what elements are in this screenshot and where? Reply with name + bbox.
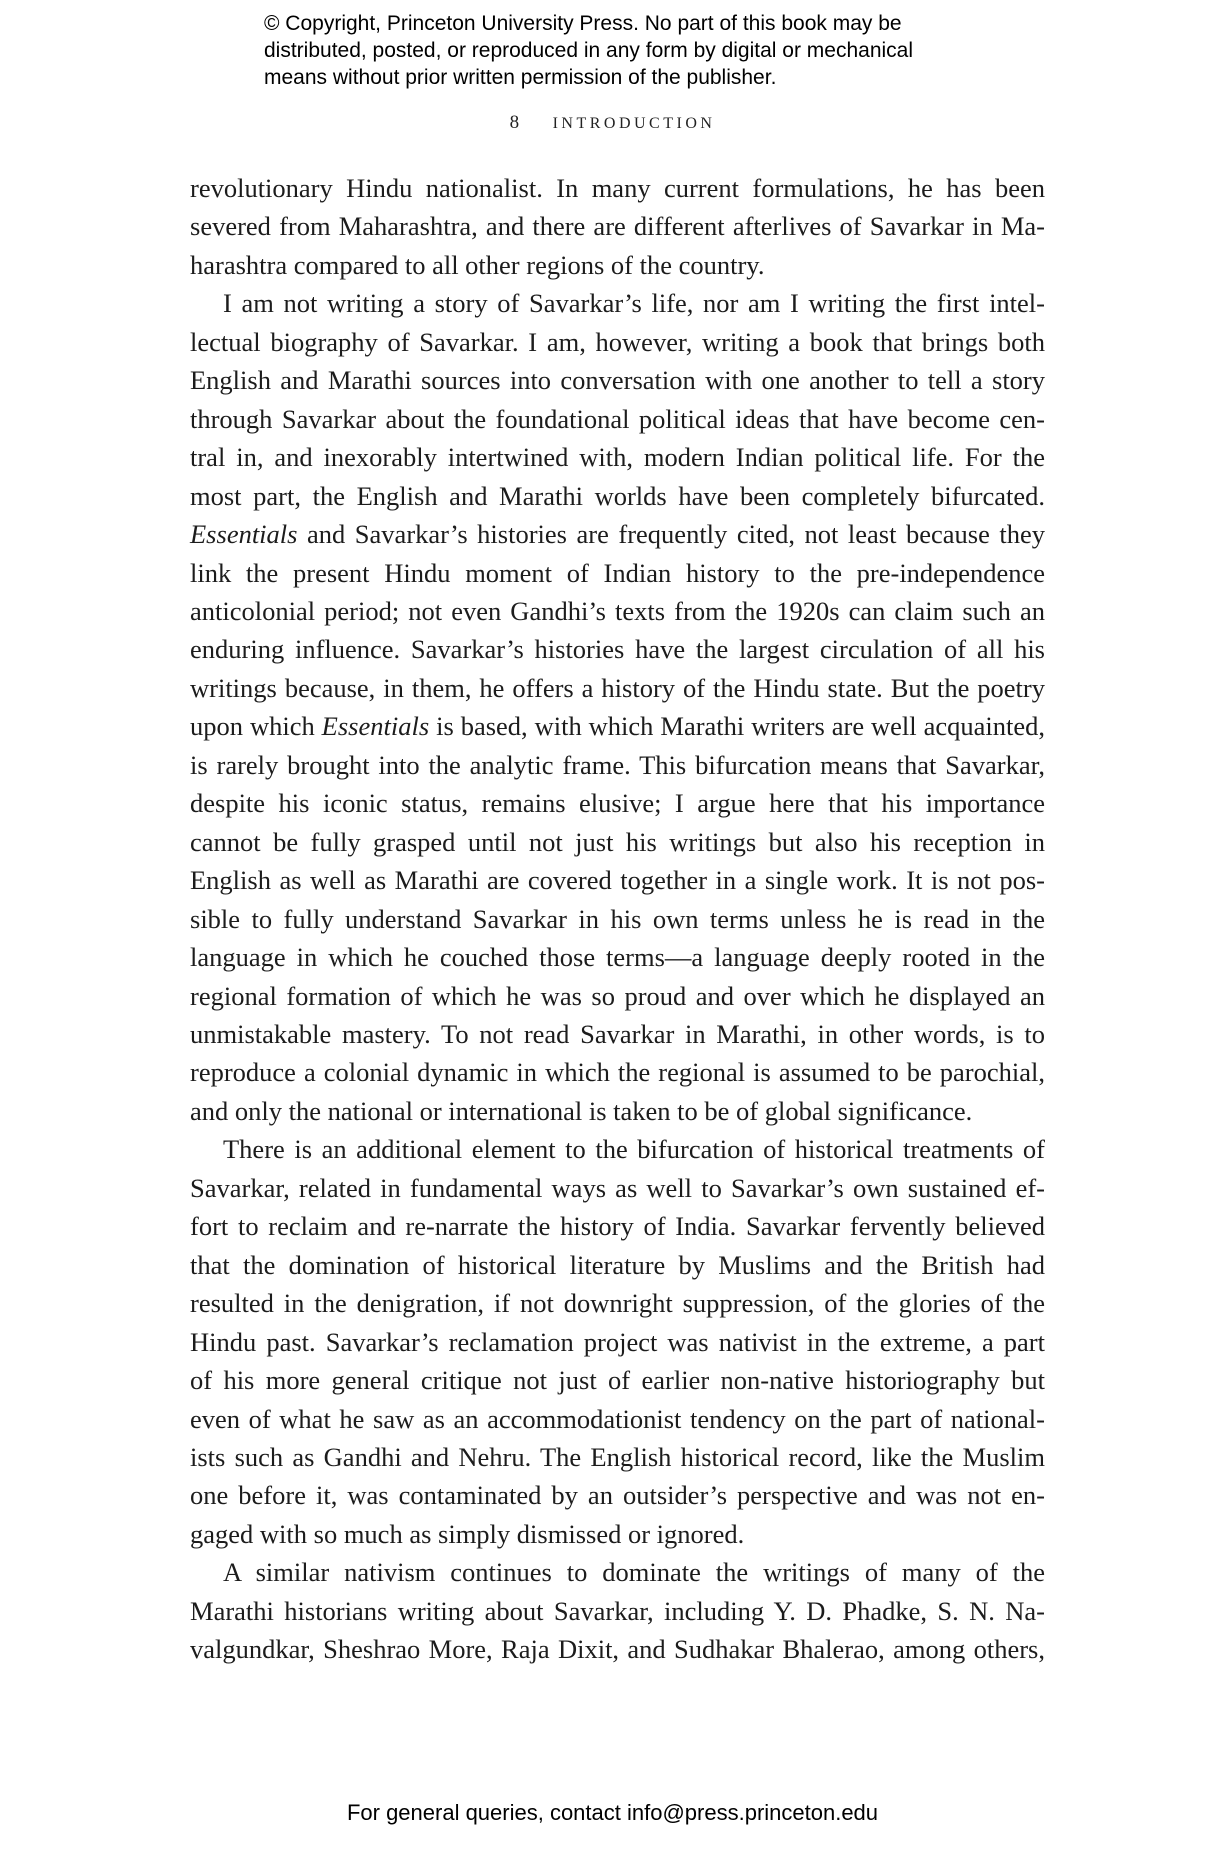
text-line: sible to fully understand Savarkar in his own terms unless he is read in the [190,903,1045,934]
text-line: most part, the English and Marathi worlds have been completely bifurcated. [190,480,1045,511]
text-line: anticolonial period; not even Gandhi’s texts from the 1920s can claim such an [190,595,1045,626]
text-line: link the present Hindu moment of Indian history to the pre-independence [190,557,1045,588]
text-line: resulted in the denigration, if not downright suppression, of the glories of the [190,1288,1045,1319]
text-line: There is an additional element to the bifurcation of historical treatments of [223,1134,1045,1165]
text-line: through Savarkar about the foundational political ideas that have become cen- [190,403,1045,434]
text-line: regional formation of which he was so proud and over which he displayed an [190,980,1045,1011]
text-line: severed from Maharashtra, and there are different afterlives of Savarkar in Ma- [190,211,1045,242]
text-line: enduring influence. Savarkar’s histories have the largest circulation of all his [190,634,1045,665]
text-line: English as well as Marathi are covered together in a single work. It is not pos- [190,865,1045,896]
text-line: and only the national or international is taken to be of global significance. [190,1095,973,1126]
text-line [190,707,1045,745]
text-line: unmistakable mastery. To not read Savarkar in Marathi, in other words, is to [190,1018,1045,1049]
copyright-line-3: means without prior written permission of the publisher. [264,66,777,89]
text-line: of his more general critique not just of earlier non-native historiography but [190,1365,1045,1396]
page-number: 8 [509,112,520,133]
text-line: even of what he saw as an accommodationist tendency on the part of national- [190,1403,1045,1434]
text-line [190,515,1045,553]
italic-title: Essentials [321,711,430,742]
running-head [0,112,1225,134]
text-line: Hindu past. Savarkar’s reclamation project was nativist in the extreme, a part [190,1326,1045,1357]
text-line: A similar nativism continues to dominate the writings of many of the [223,1557,1045,1588]
text-line-rest: is based, with which Marathi writers are well acquainted, [429,711,1045,742]
copyright-notice [264,10,1024,91]
text-line: is rarely brought into the analytic frame. This bifurcation means that Savarkar, [190,749,1045,780]
footer-contact: For general queries, contact info@press.princeton.edu [346,1800,879,1825]
text-line: language in which he couched those terms—a language deeply rooted in the [190,942,1045,973]
body-text [190,169,1045,1669]
copyright-line-2: distributed, posted, or reproduced in any form by digital or mechanical [264,39,914,62]
text-line: harashtra compared to all other regions of the country. [190,249,765,280]
text-line: tral in, and inexorably intertwined with, modern Indian political life. For the [190,442,1045,473]
text-line: one before it, was contaminated by an outsider’s perspective and was not en- [190,1480,1045,1511]
copyright-line-1: © Copyright, Princeton University Press. No part of this book may be [264,12,902,35]
chapter-title: INTRODUCTION [552,115,716,132]
text-line: fort to reclaim and re-narrate the history of India. Savarkar fervently believed [190,1211,1045,1242]
text-line: cannot be fully grasped until not just his writings but also his reception in [190,826,1045,857]
text-line: revolutionary Hindu nationalist. In many current formulations, he has been [190,173,1045,203]
text-line: reproduce a colonial dynamic in which the regional is assumed to be parochial, [190,1057,1045,1088]
text-line: despite his iconic status, remains elusive; I argue here that his importance [190,788,1045,819]
italic-title: Essentials [190,519,298,550]
text-line: lectual biography of Savarkar. I am, however, writing a book that brings both [190,326,1045,357]
text-line: Savarkar, related in fundamental ways as well to Savarkar’s own sustained ef- [190,1172,1045,1203]
text-line: ists such as Gandhi and Nehru. The English historical record, like the Muslim [190,1441,1045,1472]
text-line: that the domination of historical literature by Muslims and the British had [190,1249,1045,1280]
text-line: I am not writing a story of Savarkar’s life, nor am I writing the first intel- [223,288,1045,319]
text-line-prefix: upon which [190,711,322,742]
text-line: English and Marathi sources into conversation with one another to tell a story [190,365,1045,396]
text-line: valgundkar, Sheshrao More, Raja Dixit, and Sudhakar Bhalerao, among others, [190,1634,1045,1665]
text-line: writings because, in them, he offers a history of the Hindu state. But the poetry [190,672,1045,703]
text-line-rest: and Savarkar’s histories are frequently cited, not least because they [297,519,1045,550]
text-line: gaged with so much as simply dismissed or ignored. [190,1518,745,1549]
text-line: Marathi historians writing about Savarkar, including Y. D. Phadke, S. N. Na- [190,1595,1045,1626]
